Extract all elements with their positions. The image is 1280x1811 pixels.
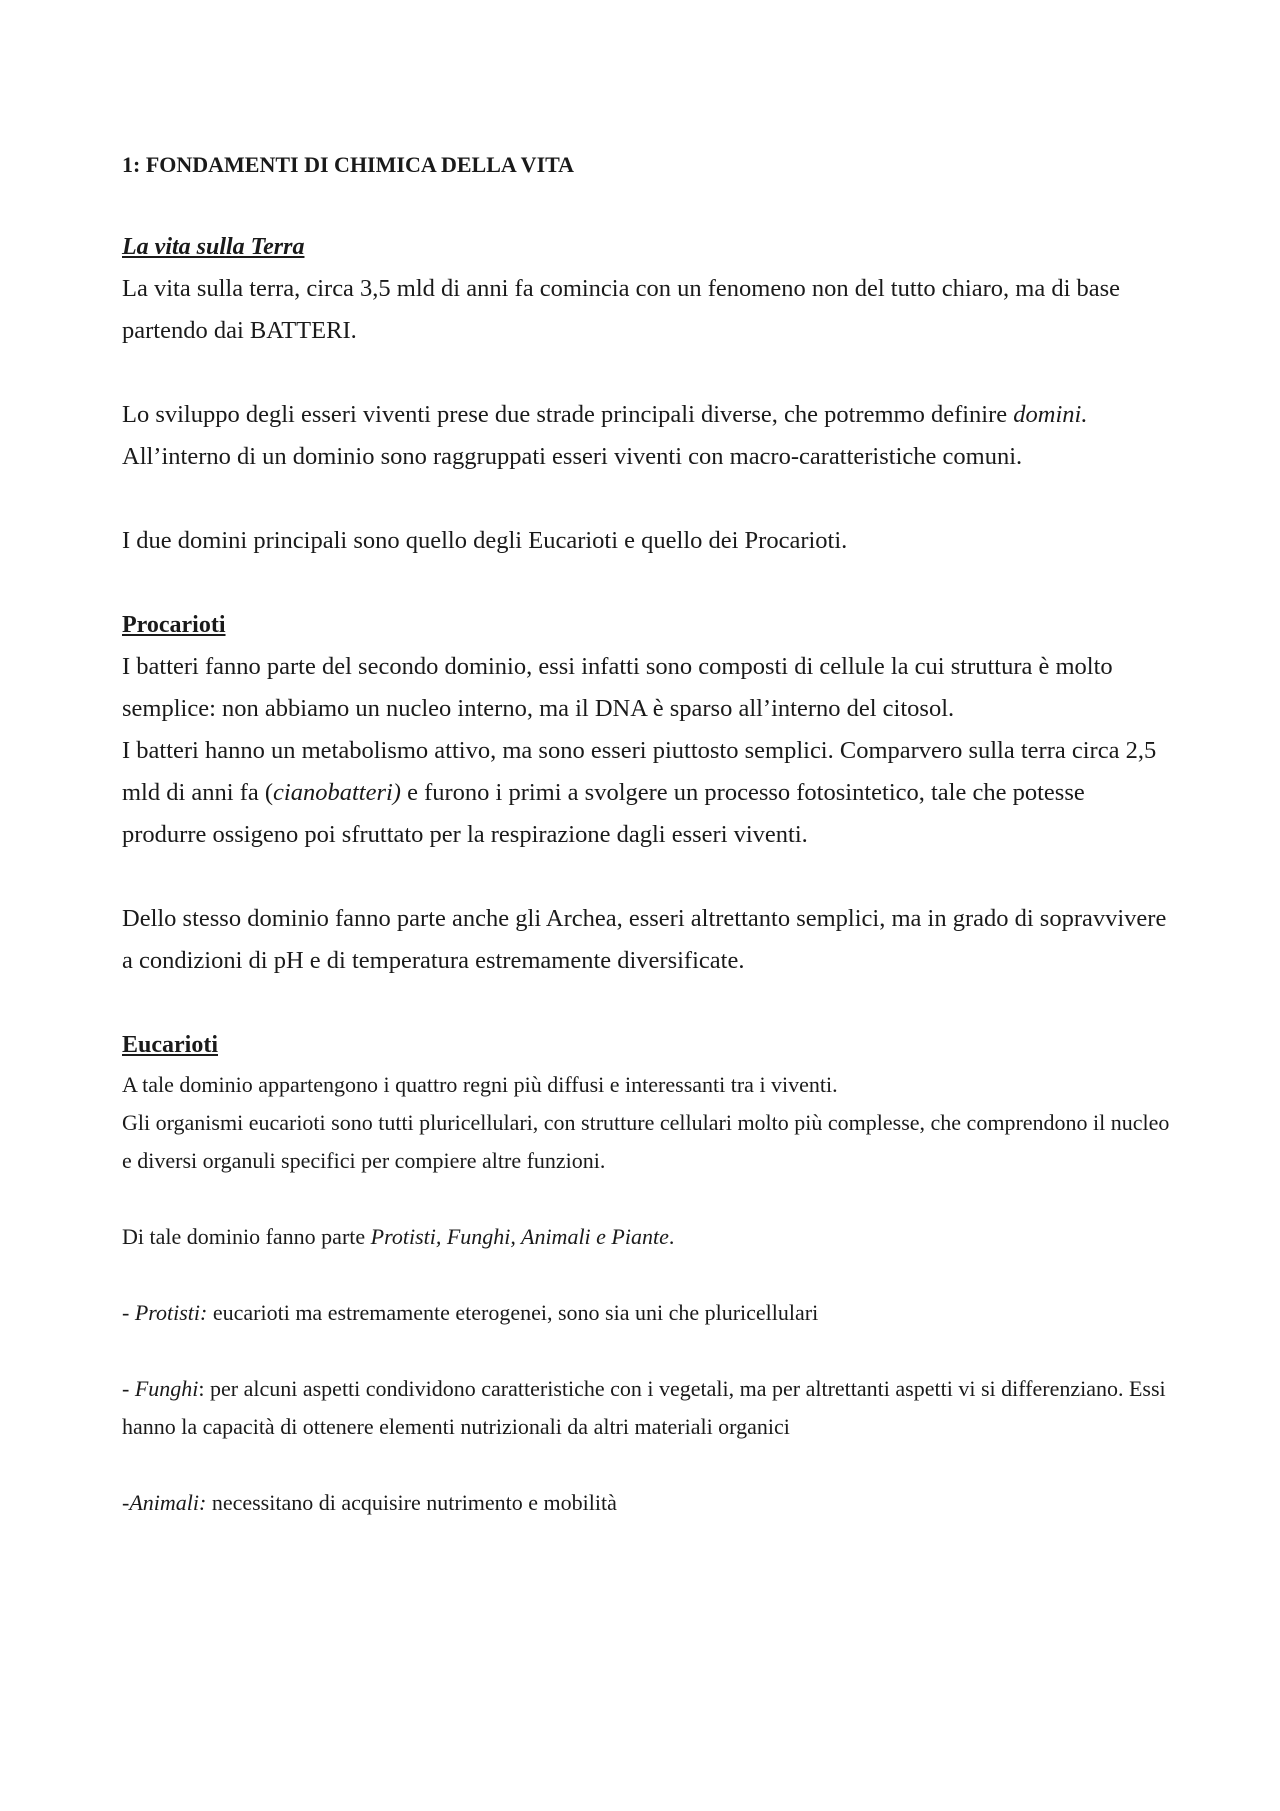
- document-body: [122, 150, 1172, 1522]
- paragraph: A tale dominio appartengono i quattro regni più diffusi e interessanti tra i viventi.: [122, 1072, 838, 1097]
- paragraph: Lo sviluppo degli esseri viventi prese due strade principali diverse, che potremmo definire domini. All’interno di un dominio sono raggruppati esseri viventi con macro-caratteristiche comuni.: [122, 401, 1088, 470]
- paragraph: I batteri hanno un metabolismo attivo, ma sono esseri piuttosto semplici. Comparvero sulla terra circa 2,5 mld di anni fa (cianobatteri) e furono i primi a svolgere un processo fotosintetico, tale che potesse produrre ossigeno poi sfruttato per la respirazione dagli esseri viventi.: [122, 737, 1157, 848]
- paragraph: La vita sulla terra, circa 3,5 mld di anni fa comincia con un fenomeno non del tutto chiaro, ma di base partendo dai BATTERI.: [122, 275, 1121, 344]
- paragraph: I due domini principali sono quello degli Eucarioti e quello dei Procarioti.: [122, 527, 848, 554]
- list-item: - Funghi: per alcuni aspetti condividono caratteristiche con i vegetali, ma per altrettanti aspetti vi si differenziano. Essi hanno la capacità di ottenere elementi nutrizionali da altri materiali organici: [122, 1376, 1166, 1439]
- page-title: 1: FONDAMENTI DI CHIMICA DELLA VITA: [122, 152, 575, 177]
- paragraph: Dello stesso dominio fanno parte anche gli Archea, esseri altrettanto semplici, ma in grado di sopravvivere a condizioni di pH e di temperatura estremamente diversificate.: [122, 905, 1167, 974]
- section-heading-procarioti: Procarioti: [122, 612, 226, 638]
- paragraph: Di tale dominio fanno parte Protisti, Funghi, Animali e Piante.: [122, 1224, 675, 1249]
- paragraph: I batteri fanno parte del secondo dominio, essi infatti sono composti di cellule la cui struttura è molto semplice: non abbiamo un nucleo interno, ma il DNA è sparso all’interno del citosol.: [122, 653, 1113, 722]
- list-item: - Protisti: eucarioti ma estremamente eterogenei, sono sia uni che pluricellulari: [122, 1300, 819, 1325]
- paragraph: Gli organismi eucarioti sono tutti pluricellulari, con strutture cellulari molto più complesse, che comprendono il nucleo e diversi organuli specifici per compiere altre funzioni.: [122, 1110, 1170, 1173]
- list-item: -Animali: necessitano di acquisire nutrimento e mobilità: [122, 1490, 617, 1515]
- section-heading-eucarioti: Eucarioti: [122, 1032, 218, 1058]
- section-heading-vita: La vita sulla Terra: [122, 234, 305, 260]
